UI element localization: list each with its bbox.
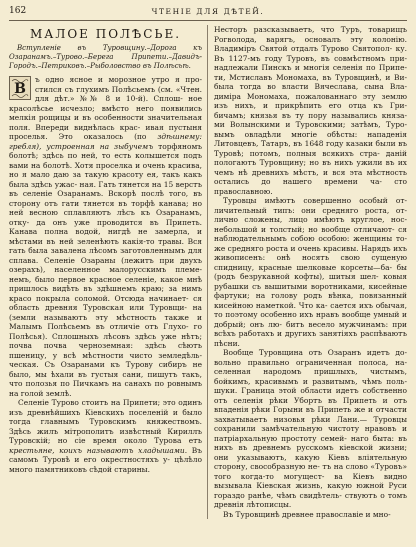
right-paragraph-4: Въ Туровщинѣ древнее православіе и мно- — [223, 509, 391, 519]
page-number: 162 — [9, 6, 27, 16]
right-paragraph-1: Несторъ разсказываетъ, что Туръ, товарищъ Рогволода, варягъ, основалъ эту колонію. Владиміръ Святой отдалъ Турово Святопол- ку. Въ 1127-мъ году Туровъ, въ совмѣстномъ при- надлежали Пинскъ и многія селенія по Припе- ти, Мстиславъ Мономаха, въ Туровщинѣ, и Ви- была тогда во власти Вячеслава, сына Вла- диміра Мономаха, пожалованнаго эту землю изъ нихъ, и прикрѣпить его отца къ Гри- бичамъ; князья въ ту пору назывались княза- ми Волынскими и Туровскими; затѣмъ, Туро- вымъ овладѣли многіе обѣсты: нападенія Литовцевъ, Татаръ, въ 1648 году казаки были въ Туровѣ; потомъ, полныя всякихъ стра- даній пологаютъ Туровщину; но въ нихъ ужили въ их чемъ нѣ древнихъ мѣстъ, и вся эта мѣстность остались до нашего времени ча- сто православною. — [214, 25, 408, 196]
journal-title: ЧТЕНІЕ ДЛЯ ДѢТЕЙ. — [151, 7, 265, 16]
article-title: МАЛОЕ ПОЛѢСЬЕ. — [29, 27, 182, 41]
right-column — [214, 25, 407, 519]
right-paragraph-2: Туровцы имѣютъ совершенно особый от- личительный типъ: они средняго роста, от- лично сложены, лицо имѣютъ круглое, нос- небольшой и толстый; но вообще отличают- ся наблюдательнымъ собою особою: женщины то- же средняго роста и очень красивы. Нарядъ ихъ живописенъ: онѣ носятъ свою сущеную спидницу, красные шелковые корсеты—ба- бы (родъ безрукавной кофты), шитыя шел- ковыя рубашки съ вышитыми воротниками, кисейные фартуки; на голову родъ вѣнка, повязанный кисейною наметкой. Что ка- сается ихъ обычая, то поэтому особенно ихъ нравъ вообще умный и добрый; онъ лю- битъ весело мужчинамъ: при всѣхъ работахъ и другихъ занятіяхъ распѣваютъ пѣсни. — [214, 196, 407, 348]
running-header — [9, 5, 407, 21]
dropcap-ornament — [9, 76, 31, 100]
right-paragraph-3: Вообще Туровщина отъ Озаранъ идетъ до- вольно правильно ограниченная полоса, на- селенная народомъ пришлыхъ, чистымъ, бойкимъ, красивымъ и развитымъ, чѣмъ поль- шуки. Граница этой области идетъ собственно отъ селенія рѣки Убортъ въ Припеть и отъ впаденія рѣки Горыни въ Припеть же и отчасти захватываетъ низовья рѣки Лани.— Туровцы сохранили замѣчательную чистоту нравовъ и патріархальную простоту семей- наго быта: въ нихъ въ древнемъ русскомъ кіевской жизни; они указываютъ, какую Кіевъ вліятельную сторону, свособразную не- тъ на слово «Туровъ» того когда-то могущест- ва Кіевъ видно вызывала Кіевская жизнь, какую южной Руси гораздо ранѣе, чѣмъ свидѣтель- ствуютъ о томъ древнія лѣтописцы. — [214, 348, 408, 509]
dropcap-letter: В — [14, 81, 26, 97]
left-paragraph-1: ъ одно ясное и морозное утро я про- стился съ глухимъ Полѣсьемъ (см. «Чтен. для дѣт.» №№ 8 и 10-й). Сплош- ное красолѣсье исчезло; вмѣсто него появились мелкія рощицы и въ особенности значительная поля. Впереди виднѣлась крас- ивая пустыня проселья. Это оказалось (по здѣшнему: гребля), устроенная на зыбучемъ торфяномъ болотѣ; здѣсь по ней, то есть колышется подъ вами на болотѣ. Хотя проселка и очень красива, но я мало даю за такую красоту ея, такъ какъ была здѣсь ужас- ная. Гать тянется на 15 верстъ въ селеніе Озаранамъ. Вскорѣ послѣ того, въ сторону отъ гати тянется въ торфѣ канава; но ней весною сплавляютъ лѣсъ къ Озаранамъ, отку- да онъ уже проводится въ Припеть. Канава полна водой, нигдѣ не замерла, и мѣстами въ ней зеленѣють какія-то травы. Вся гать была завалена лѣсомъ заготовленнымъ для сплава. Селеніе Озараны (лежитъ при двухъ озерахъ), населенное малорусскимъ племе- немъ, было первое красное селеніе, какое мнѣ пришлось видѣть въ здѣшнемъ краю; за нимъ красо покрыла соломой. Отсюда начинает- ся область древняя Туровская или Туровщи- на (земли называютъ эту мѣстность также и Малымъ Полѣсьемъ въ отличіе отъ Глухо- го Полѣсья). Сплошныхъ лѣсовъ здѣсь уже нѣтъ; почва почва черноземная: здѣсь сѣютъ пшеницу, у всѣ мѣстности чисто земледѣль- ческая. Съ Озаранами къ Турову сибиръ не было, мы ѣхали въ густыя сани, пишутъ такъ, что полозья по Пичкамъ на санахъ по ровнымъ на голой землѣ. — [9, 75, 203, 398]
left-paragraph-2: Селеніе Турово стоитъ на Припети; это одинъ изъ древнѣйшихъ Кіевскихъ поселеній и было тогда главнымъ Туровскимъ княжествомъ. Здѣсь жилъ мітрополитъ извѣстный Кириллъ Туровскій; но сіе время около Турова етъ крестьяне, коихъ называютъ хладышами. Въ самомъ Туровѣ и его окрестностяхъ у- цѣлѣло много памятниковъ сѣдой старины. — [9, 398, 202, 474]
text-columns — [9, 25, 407, 519]
left-column — [9, 25, 208, 519]
article-summary: Вступленіе въ Туровщину.–Дорога къ Озаранамъ.–Турово.–Берега Припети.–Давидъ-Городъ.–Петриковъ.–Рыболовство въ Полѣсьѣ. — [9, 44, 202, 70]
